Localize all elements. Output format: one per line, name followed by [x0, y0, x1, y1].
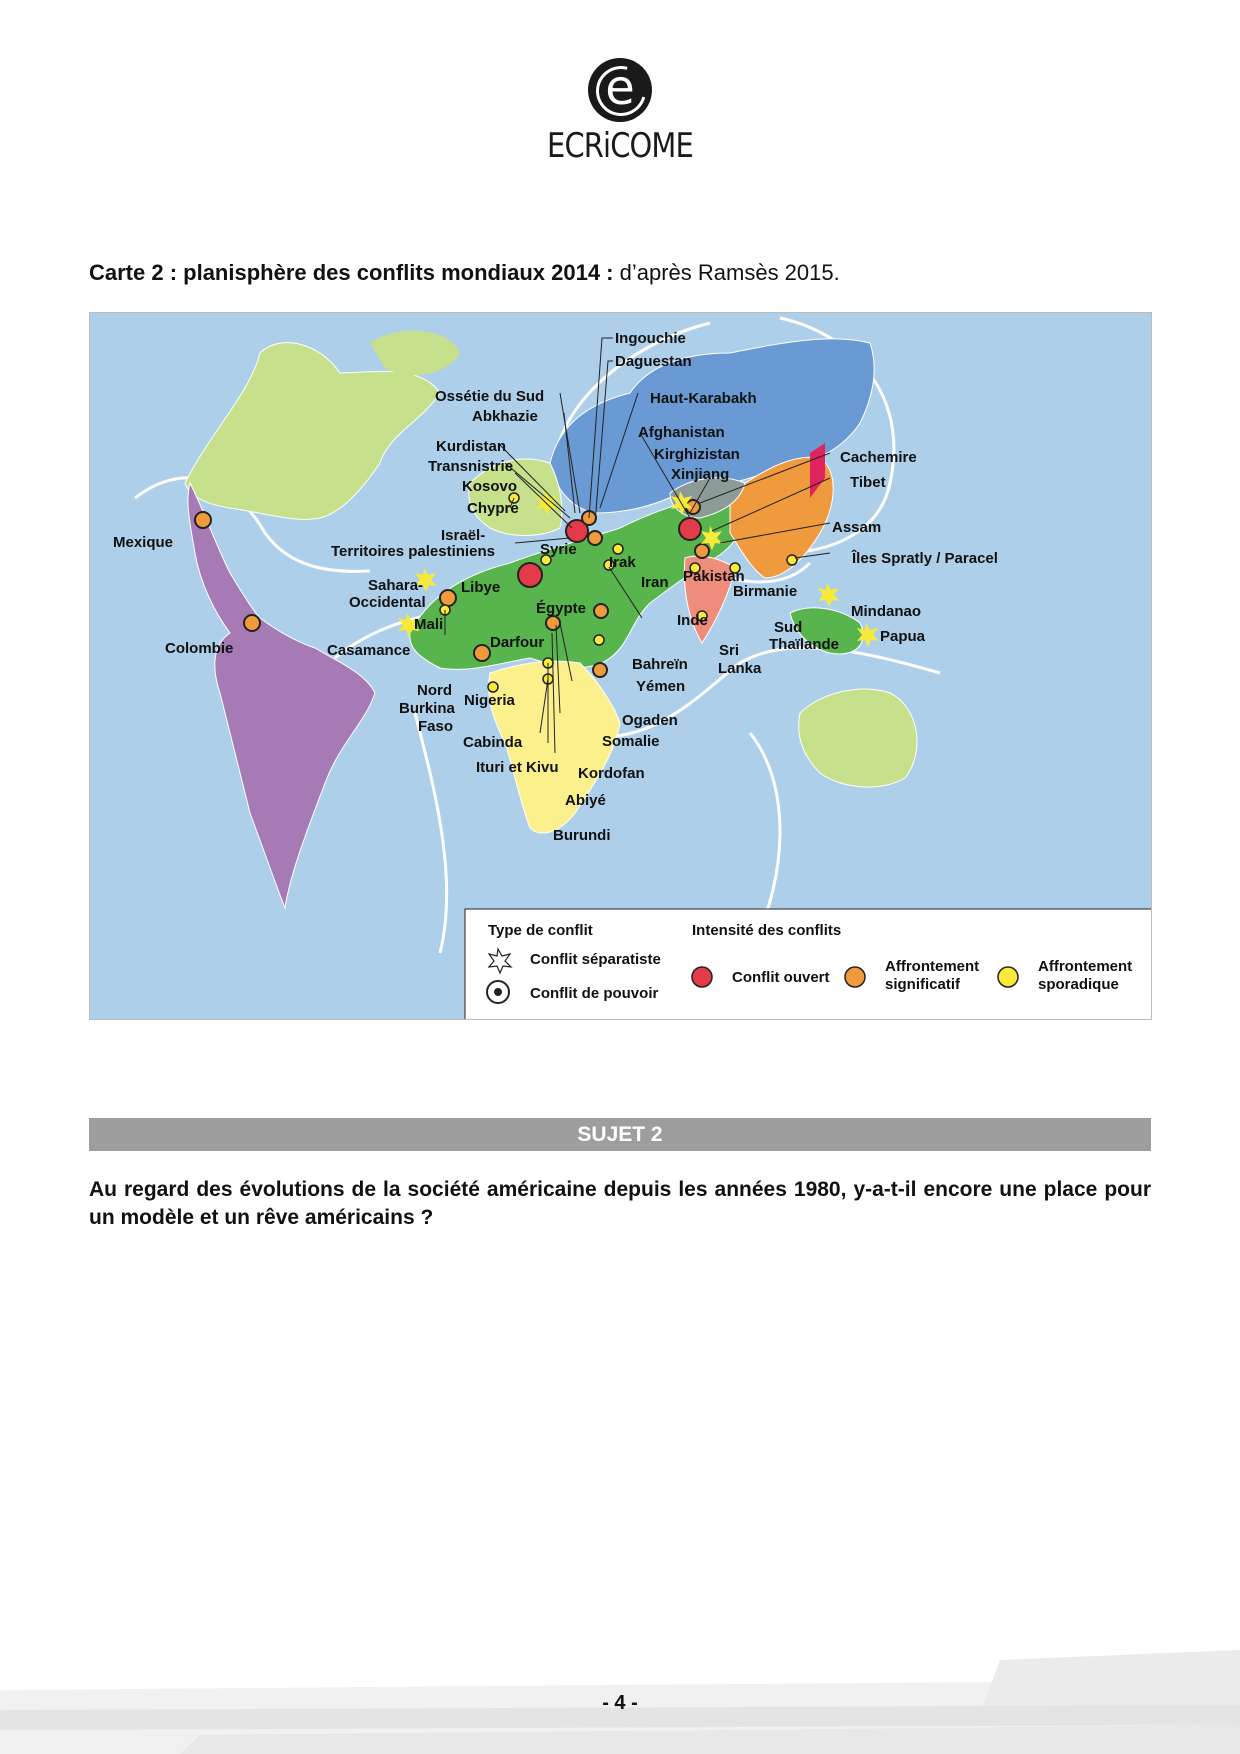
marker-irak	[588, 531, 602, 545]
legend-significant-label-1: Affrontement	[885, 958, 980, 975]
marker-afghanistan	[679, 518, 701, 540]
label-inde: Inde	[677, 612, 708, 629]
label-yemen: Yémen	[636, 678, 686, 695]
legend-open-label: Conflit ouvert	[732, 969, 830, 986]
label-mindanao: Mindanao	[851, 603, 921, 620]
label-sahara: Sahara-	[368, 577, 424, 594]
legend-power-label: Conflit de pouvoir	[530, 985, 659, 1002]
label-burkina: Burkina	[399, 700, 455, 717]
map-legend	[465, 909, 1151, 1019]
essay-question: Au regard des évolutions de la société américaine depuis les années 1980, y-a-t-il encore une place pour un modèle et un rêve américains ?	[89, 1178, 1151, 1229]
legend-type-title: Type de conflit	[488, 922, 593, 939]
label-occidental: Occidental	[349, 594, 426, 611]
label-sud: Sud	[774, 619, 803, 636]
ecricome-logo	[520, 58, 720, 166]
legend-sporadic-label-1: Affrontement	[1038, 958, 1133, 975]
australia-shape	[799, 689, 917, 787]
map-title-bold: Carte 2 : planisphère des conflits mondiaux 2014 :	[89, 260, 614, 285]
legend-open-swatch	[692, 967, 712, 987]
label-spratly: Îles Spratly / Paracel	[852, 550, 998, 567]
legend-significant-swatch	[845, 967, 865, 987]
label-ogaden: Ogaden	[622, 712, 678, 729]
label-lanka: Lanka	[718, 660, 762, 677]
label-daguestan: Daguestan	[615, 353, 692, 370]
marker-spratly	[787, 555, 797, 565]
label-egypte: Égypte	[536, 600, 587, 617]
label-ossetie: Ossétie du Sud	[435, 388, 545, 405]
marker-libye	[518, 563, 542, 587]
label-kurdistan: Kurdistan	[436, 438, 507, 455]
map-title-source: d’après Ramsès 2015.	[613, 260, 840, 285]
map-title	[89, 260, 840, 286]
marker-mali	[440, 590, 456, 606]
label-israel: Israël-	[441, 527, 486, 544]
label-territoires: Territoires palestiniens	[331, 543, 495, 560]
marker-ogaden	[594, 635, 604, 645]
label-tibet: Tibet	[850, 474, 886, 491]
label-nigeria: Nigeria	[464, 692, 515, 709]
label-pakistan: Pakistan	[683, 568, 745, 585]
marker-nigeria	[474, 645, 490, 661]
legend-sporadic-label-2: sporadique	[1038, 976, 1119, 993]
label-kirghizistan: Kirghizistan	[654, 446, 740, 463]
label-mali: Mali	[414, 616, 444, 633]
legend-sporadic-swatch	[998, 967, 1018, 987]
label-abiye: Abiyé	[565, 792, 606, 809]
label-libye: Libye	[461, 579, 501, 596]
conflict-world-map	[89, 312, 1152, 1020]
label-nord: Nord	[417, 682, 452, 699]
label-afghanistan: Afghanistan	[638, 424, 725, 441]
legend-intensity-title: Intensité des conflits	[692, 922, 842, 939]
label-mexique: Mexique	[113, 534, 174, 551]
label-syrie: Syrie	[540, 541, 577, 558]
label-xinjiang: Xinjiang	[671, 466, 730, 483]
label-cabinda: Cabinda	[463, 734, 523, 751]
label-cachemire: Cachemire	[840, 449, 917, 466]
marker-colombie	[244, 615, 260, 631]
label-kordofan: Kordofan	[578, 765, 645, 782]
burst-mindanao	[818, 583, 840, 607]
page-number: - 4 -	[602, 1692, 638, 1714]
marker-somalie	[593, 663, 607, 677]
map-svg	[90, 313, 1151, 1019]
label-haut-karabakh: Haut-Karabakh	[650, 390, 757, 407]
label-chypre: Chypre	[467, 500, 519, 517]
logo-mark: e	[588, 58, 652, 122]
label-abkhazie: Abkhazie	[472, 408, 538, 425]
label-birmanie: Birmanie	[733, 583, 798, 600]
label-colombie: Colombie	[165, 640, 234, 657]
label-thailande: Thaïlande	[769, 636, 840, 653]
label-somalie: Somalie	[602, 733, 660, 750]
legend-separatist-label: Conflit séparatiste	[530, 951, 661, 968]
marker-yemen	[594, 604, 608, 618]
label-transnistrie: Transnistrie	[428, 458, 514, 475]
marker-pakistan	[695, 544, 709, 558]
marker-cabinda	[488, 682, 498, 692]
logo-wordmark: ECRiCOME	[547, 126, 693, 166]
label-faso: Faso	[418, 718, 454, 735]
marker-mexique	[195, 512, 211, 528]
sujet-title-bar: SUJET 2	[89, 1118, 1151, 1151]
legend-significant-label-2: significatif	[885, 976, 961, 993]
label-irak: Irak	[609, 554, 636, 571]
label-ituri: Ituri et Kivu	[476, 759, 559, 776]
label-iran: Iran	[641, 574, 669, 591]
label-darfour: Darfour	[490, 634, 545, 651]
label-ingouchie: Ingouchie	[615, 330, 686, 347]
label-casamance: Casamance	[327, 642, 411, 659]
marker-iran	[613, 544, 623, 554]
label-burundi: Burundi	[553, 827, 611, 844]
greenland-shape	[370, 331, 460, 376]
label-kosovo: Kosovo	[462, 478, 518, 495]
label-bahrein: Bahreïn	[632, 656, 688, 673]
label-sri: Sri	[719, 642, 740, 659]
label-papua: Papua	[880, 628, 926, 645]
marker-darfour	[546, 616, 560, 630]
label-assam: Assam	[832, 519, 882, 536]
